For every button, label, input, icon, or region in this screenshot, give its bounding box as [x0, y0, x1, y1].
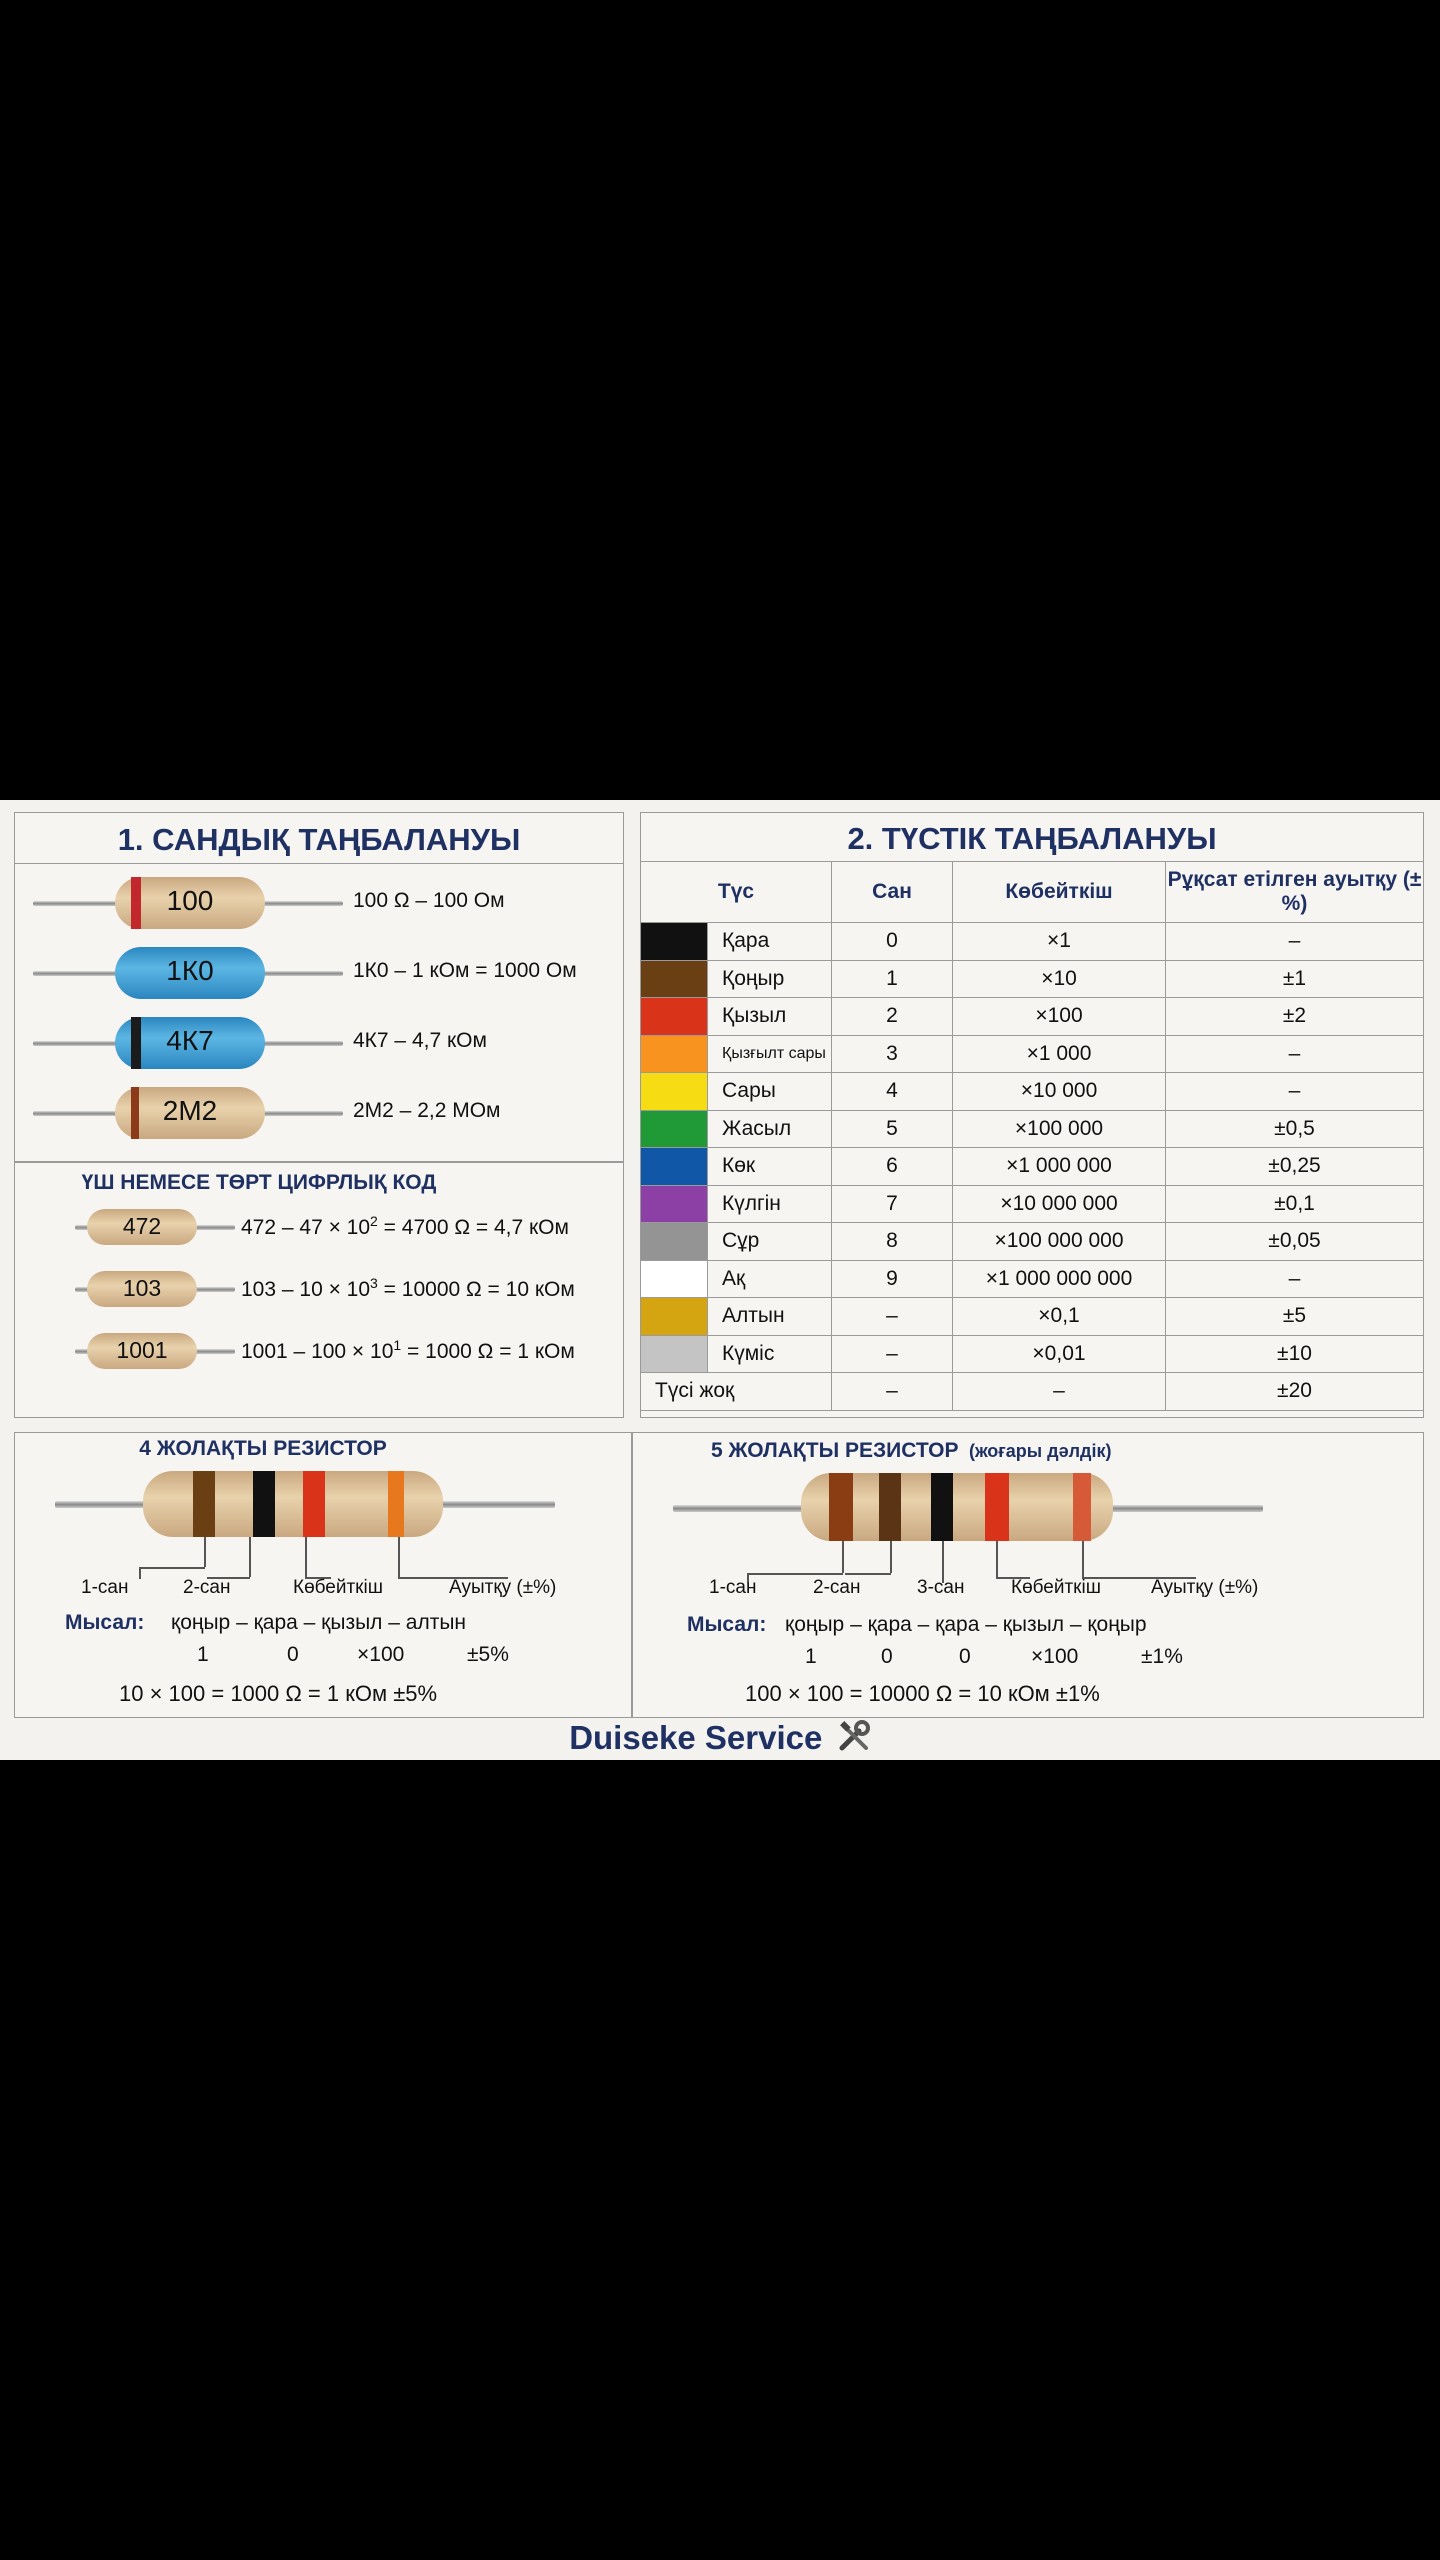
resistor-code: 100 — [166, 885, 214, 916]
color-swatch — [641, 1298, 708, 1336]
color-digit: 1 — [832, 960, 953, 998]
example-value-4: ×100 — [1031, 1645, 1079, 1668]
color-digit: 2 — [832, 998, 953, 1036]
example-value-2: 0 — [287, 1643, 299, 1666]
five-band-title-row — [711, 1439, 1111, 1463]
digit-code-desc: $103 - 10 \times 10^3 = 10000$ Ω = 10 кОм — [241, 1275, 575, 1301]
example-value-2: 0 — [881, 1645, 893, 1668]
resistor-desc: 100 Ω – 100 Ом — [353, 889, 505, 912]
color-swatch — [641, 923, 708, 961]
color-tolerance: ±0,05 — [1166, 1223, 1424, 1261]
label-digit-2: 2-сан — [813, 1577, 861, 1598]
color-row — [641, 1298, 1424, 1336]
example-value-4: ±5% — [467, 1643, 509, 1666]
label-multiplier: Көбейткіш — [293, 1577, 383, 1598]
color-multiplier: ×1 — [953, 923, 1166, 961]
resistor-desc: 1К0 – 1 кОм = 1000 Ом — [353, 959, 577, 982]
label-digit-1: 1-сан — [709, 1577, 757, 1598]
color-digit: 0 — [832, 923, 953, 961]
numeric-title: 1. САНДЫҚ ТАҢБАЛАНУЫ — [15, 817, 623, 864]
color-digit: – — [832, 1298, 953, 1336]
color-tolerance: ±10 — [1166, 1335, 1424, 1373]
color-digit: 5 — [832, 1110, 953, 1148]
example-value-3: ×100 — [357, 1643, 405, 1666]
color-digit: – — [832, 1373, 953, 1411]
example-value-5: ±1% — [1141, 1645, 1183, 1668]
resistor-code: 1001 — [116, 1337, 168, 1363]
digit-code-title: ҮШ НЕМЕСЕ ТӨРТ ЦИФРЛЫҚ КОД — [81, 1171, 437, 1194]
color-digit: 8 — [832, 1223, 953, 1261]
color-name: Күлгін — [708, 1185, 832, 1223]
resistor-code: 4К7 — [166, 1025, 214, 1056]
color-row — [641, 1148, 1424, 1186]
color-tolerance: ±1 — [1166, 960, 1424, 998]
color-name: Күміс — [708, 1335, 832, 1373]
label-multiplier: Көбейткіш — [1011, 1577, 1101, 1598]
five-band-title-note: (жоғары дәлдік) — [968, 1441, 1112, 1461]
resistor-code: 2М2 — [162, 1095, 218, 1126]
color-name: Сары — [708, 1073, 832, 1111]
color-tolerance: – — [1166, 1260, 1424, 1298]
color-row — [641, 1110, 1424, 1148]
footer — [0, 1716, 1440, 1760]
four-band-panel — [14, 1432, 632, 1718]
five-band-panel — [632, 1432, 1424, 1718]
color-swatch — [641, 1148, 708, 1186]
example-result: 10 × 100 = 1000 Ω = 1 кОм ±5% — [119, 1681, 438, 1706]
color-row — [641, 923, 1424, 961]
color-name: Алтын — [708, 1298, 832, 1336]
color-digit: 3 — [832, 1035, 953, 1073]
color-tolerance: ±5 — [1166, 1298, 1424, 1336]
color-name: Түсі жоқ — [641, 1373, 832, 1411]
color-row — [641, 1260, 1424, 1298]
color-swatch — [641, 1110, 708, 1148]
color-swatch — [641, 1185, 708, 1223]
color-tolerance: – — [1166, 1073, 1424, 1111]
color-name: Жасыл — [708, 1110, 832, 1148]
color-multiplier: ×1 000 000 — [953, 1148, 1166, 1186]
color-digit: 6 — [832, 1148, 953, 1186]
example-result: 100 × 100 = 10000 Ω = 10 кОм ±1% — [745, 1681, 1100, 1706]
divider — [15, 1161, 623, 1163]
resistor-code: 472 — [122, 1213, 162, 1239]
color-name: Қара — [708, 923, 832, 961]
color-multiplier: ×1 000 — [953, 1035, 1166, 1073]
color-tolerance: ±20 — [1166, 1373, 1424, 1411]
numeric-marking-panel — [14, 812, 624, 1418]
color-name: Сұр — [708, 1223, 832, 1261]
resistor-code: 103 — [122, 1275, 162, 1301]
label-digit-1: 1-сан — [81, 1577, 129, 1598]
example-label: Мысал: — [65, 1611, 145, 1634]
color-swatch — [641, 998, 708, 1036]
color-code-table — [640, 861, 1424, 1411]
color-tolerance: ±2 — [1166, 998, 1424, 1036]
color-swatch — [641, 1260, 708, 1298]
color-swatch — [641, 1335, 708, 1373]
color-swatch — [641, 1073, 708, 1111]
color-multiplier: ×100 — [953, 998, 1166, 1036]
five-band-title: 5 ЖОЛАҚТЫ РЕЗИСТОР — [711, 1439, 959, 1462]
color-name: Көк — [708, 1148, 832, 1186]
tools-icon — [837, 1719, 871, 1771]
color-swatch — [641, 1223, 708, 1261]
color-digit: 7 — [832, 1185, 953, 1223]
brand-name: Duiseke Service — [569, 1719, 823, 1756]
color-row — [641, 1223, 1424, 1261]
example-value-1: 1 — [197, 1643, 209, 1666]
color-tolerance: – — [1166, 923, 1424, 961]
label-tolerance: Ауытқу (±%) — [1151, 1577, 1259, 1598]
header-multiplier: Көбейткіш — [953, 862, 1166, 923]
color-multiplier: ×1 000 000 000 — [953, 1260, 1166, 1298]
color-title: 2. ТҮСТІК ТАҢБАЛАНУЫ — [847, 821, 1217, 856]
color-tolerance: – — [1166, 1035, 1424, 1073]
color-digit: – — [832, 1335, 953, 1373]
color-row — [641, 1373, 1424, 1411]
color-multiplier: ×10 000 000 — [953, 1185, 1166, 1223]
color-name: Қызғылт сары — [708, 1035, 832, 1073]
color-multiplier: ×100 000 — [953, 1110, 1166, 1148]
color-multiplier: ×0,01 — [953, 1335, 1166, 1373]
resistor-code: 1К0 — [166, 955, 214, 986]
color-name: Қоңыр — [708, 960, 832, 998]
color-multiplier: ×10 — [953, 960, 1166, 998]
example-label: Мысал: — [687, 1613, 767, 1636]
color-multiplier: ×10 000 — [953, 1073, 1166, 1111]
color-digit: 4 — [832, 1073, 953, 1111]
digit-code-desc: $1001 - 100 \times 10^1 = 1000$ Ω = 1 кОм — [241, 1337, 575, 1363]
header-color: Түс — [641, 862, 832, 923]
color-row — [641, 1073, 1424, 1111]
color-name: Қызыл — [708, 998, 832, 1036]
color-tolerance: ±0,1 — [1166, 1185, 1424, 1223]
color-swatch — [641, 1035, 708, 1073]
color-row — [641, 998, 1424, 1036]
example-colors: қоңыр – қара – қызыл – алтын — [171, 1611, 467, 1634]
label-digit-2: 2-сан — [183, 1577, 231, 1598]
color-digit: 9 — [832, 1260, 953, 1298]
example-colors: қоңыр – қара – қара – қызыл – қоңыр — [785, 1613, 1147, 1636]
resistor-marking-card — [0, 800, 1440, 1760]
color-row — [641, 960, 1424, 998]
color-multiplier: ×100 000 000 — [953, 1223, 1166, 1261]
digit-code-desc: $472 - 47 \times 10^2 = 4700$ Ω = 4,7 кОм — [241, 1213, 569, 1239]
color-multiplier: ×0,1 — [953, 1298, 1166, 1336]
label-tolerance: Ауытқу (±%) — [449, 1577, 557, 1598]
color-marking-panel — [640, 812, 1424, 1418]
example-value-1: 1 — [805, 1645, 817, 1668]
example-value-3: 0 — [959, 1645, 971, 1668]
color-tolerance: ±0,25 — [1166, 1148, 1424, 1186]
color-row — [641, 1335, 1424, 1373]
color-row — [641, 1035, 1424, 1073]
label-digit-3: 3-сан — [917, 1577, 965, 1598]
color-multiplier: – — [953, 1373, 1166, 1411]
resistor-desc: 4К7 – 4,7 кОм — [353, 1029, 487, 1052]
header-digit: Сан — [832, 862, 953, 923]
four-band-title: 4 ЖОЛАҚТЫ РЕЗИСТОР — [139, 1437, 387, 1460]
color-name: Ақ — [708, 1260, 832, 1298]
color-row — [641, 1185, 1424, 1223]
color-tolerance: ±0,5 — [1166, 1110, 1424, 1148]
color-swatch — [641, 960, 708, 998]
header-tolerance: Рұқсат етілген ауытқу (±%) — [1166, 862, 1424, 923]
resistor-desc: 2М2 – 2,2 МОм — [353, 1099, 501, 1122]
